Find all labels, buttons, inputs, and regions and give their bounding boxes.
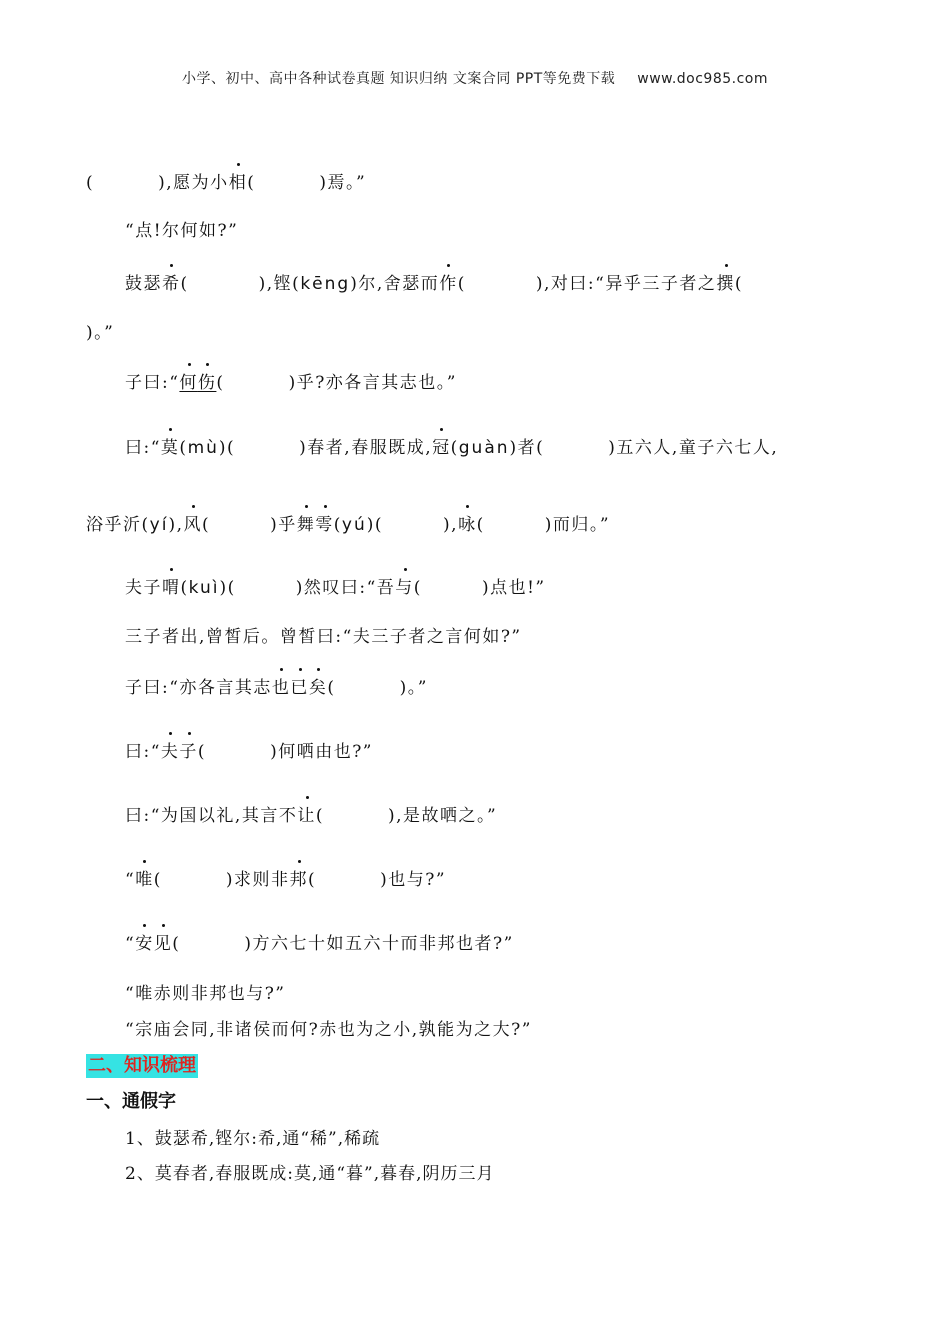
text-line bbox=[125, 625, 522, 649]
emphasized-char: 唯 bbox=[135, 870, 154, 890]
text-segment: )。” bbox=[399, 678, 428, 698]
list-item: 1、鼓瑟希,铿尔:希,通“稀”,稀疏 bbox=[125, 1129, 381, 1149]
pinyin: guàn bbox=[458, 438, 510, 458]
text-segment: ( bbox=[476, 515, 485, 535]
list-item: 2、莫春者,春服既成:莫,通“暮”,暮春,阴历三月 bbox=[125, 1164, 495, 1184]
text-line bbox=[125, 272, 743, 296]
pinyin: kuì bbox=[188, 578, 220, 598]
text-segment: 曰:“ bbox=[125, 742, 161, 762]
text-segment: ( bbox=[216, 373, 225, 393]
text-segment: )焉。” bbox=[319, 173, 367, 193]
emphasized-char: 让 bbox=[297, 806, 316, 826]
text-segment: )求则非 bbox=[225, 870, 290, 890]
text-segment: )也与?” bbox=[380, 870, 447, 890]
text-segment: ),对曰:“异乎三子者之 bbox=[535, 274, 717, 294]
emphasized-char: 伤 bbox=[197, 373, 217, 393]
text-segment: ),愿为小 bbox=[158, 173, 229, 193]
text-segment: 鼓瑟 bbox=[125, 274, 162, 294]
text-segment: ),铿( bbox=[258, 274, 301, 294]
emphasized-char: 邦 bbox=[289, 870, 308, 890]
text-segment: 曰:“为国以礼,其言不 bbox=[125, 806, 298, 826]
emphasized-char: 也 bbox=[271, 678, 291, 698]
text-segment: )而归。” bbox=[544, 515, 611, 535]
text-segment: ( bbox=[197, 742, 207, 762]
pinyin: yú bbox=[341, 515, 367, 535]
text-segment: “ bbox=[125, 870, 136, 890]
emphasized-char: 作 bbox=[439, 274, 458, 294]
text-segment: )何哂由也?” bbox=[270, 742, 373, 762]
text-segment: “宗庙会同,非诸侯而何?赤也为之小,孰能为之大?” bbox=[125, 1020, 532, 1040]
text-line bbox=[86, 321, 114, 345]
text-segment: )( bbox=[218, 438, 236, 458]
text-line bbox=[86, 513, 610, 537]
emphasized-char: 喟 bbox=[162, 578, 181, 598]
text-segment: )( bbox=[366, 515, 384, 535]
text-segment: “唯赤则非邦也与?” bbox=[125, 984, 286, 1004]
text-line bbox=[86, 171, 366, 195]
emphasized-char: 咏 bbox=[458, 515, 477, 535]
text-segment: 曰:“ bbox=[125, 438, 161, 458]
emphasized-char: 已 bbox=[290, 678, 309, 698]
page-header bbox=[0, 68, 950, 88]
emphasized-char: 冠 bbox=[432, 438, 451, 458]
text-line bbox=[125, 219, 238, 243]
text-line bbox=[125, 1018, 532, 1042]
text-segment: ( bbox=[315, 806, 324, 826]
emphasized-char: 夫 bbox=[160, 742, 180, 762]
emphasized-char: 矣 bbox=[308, 678, 328, 698]
text-segment: )( bbox=[219, 578, 236, 598]
text-segment: 三子者出,曾皙后。曾皙曰:“夫三子者之言何如?” bbox=[125, 627, 522, 647]
text-segment: ( bbox=[327, 678, 336, 698]
text-segment: ( bbox=[180, 274, 189, 294]
text-segment: ( bbox=[179, 438, 188, 458]
text-line bbox=[125, 868, 446, 892]
emphasized-char: 莫 bbox=[160, 438, 180, 458]
pinyin: mù bbox=[187, 438, 219, 458]
pinyin: kēng bbox=[300, 274, 351, 294]
section-heading: 二、知识梳理 bbox=[88, 1055, 196, 1076]
text-segment: ( bbox=[450, 438, 459, 458]
text-segment: ( bbox=[180, 578, 189, 598]
text-segment: ( bbox=[86, 173, 95, 193]
text-line bbox=[125, 576, 546, 600]
text-segment: )尔,舍瑟而 bbox=[350, 274, 440, 294]
text-segment: 浴乎沂( bbox=[86, 515, 150, 535]
text-segment: ( bbox=[457, 274, 466, 294]
text-segment: )者( bbox=[509, 438, 545, 458]
emphasized-char: 希 bbox=[162, 274, 181, 294]
text-segment: ( bbox=[247, 173, 256, 193]
text-segment: ( bbox=[153, 870, 162, 890]
text-segment: )春者,春服既成, bbox=[299, 438, 433, 458]
header-url: www.doc985.com bbox=[637, 71, 769, 87]
emphasized-char: 相 bbox=[228, 173, 248, 193]
text-line bbox=[125, 932, 514, 956]
text-segment: ( bbox=[734, 274, 743, 294]
text-segment: ( bbox=[333, 515, 342, 535]
emphasized-char: 雩 bbox=[315, 515, 334, 535]
text-segment: 子曰:“亦各言其志 bbox=[125, 678, 272, 698]
text-segment: ), bbox=[443, 515, 459, 535]
emphasized-char: 舞 bbox=[296, 515, 316, 535]
text-segment: 子曰:“ bbox=[125, 373, 180, 393]
text-line bbox=[125, 740, 373, 764]
text-segment: ( bbox=[172, 934, 181, 954]
emphasized-char: 撰 bbox=[716, 274, 735, 294]
subsection-heading: 一、通假字 bbox=[86, 1091, 176, 1112]
text-line bbox=[125, 371, 457, 395]
text-segment: 夫子 bbox=[125, 578, 162, 598]
emphasized-char: 见 bbox=[153, 934, 173, 954]
text-segment: )。” bbox=[86, 323, 115, 343]
text-segment: ),是故哂之。” bbox=[387, 806, 498, 826]
emphasized-char: 风 bbox=[183, 515, 202, 535]
text-segment: ( bbox=[201, 515, 211, 535]
text-segment: )点也!” bbox=[481, 578, 546, 598]
text-segment: )方六七十如五六十而非邦也者?” bbox=[244, 934, 514, 954]
text-line bbox=[125, 436, 778, 460]
text-segment: )然叹曰:“吾 bbox=[295, 578, 396, 598]
emphasized-char: 何 bbox=[179, 373, 198, 393]
text-segment: “点!尔何如?” bbox=[125, 221, 239, 241]
text-segment: )乎?亦各言其志也。” bbox=[288, 373, 457, 393]
emphasized-char: 安 bbox=[135, 934, 154, 954]
text-segment: )五六人,童子六七人, bbox=[608, 438, 779, 458]
emphasized-char: 与 bbox=[395, 578, 414, 598]
text-segment: ( bbox=[413, 578, 422, 598]
text-segment: “ bbox=[125, 934, 136, 954]
emphasized-char: 子 bbox=[179, 742, 198, 762]
text-line bbox=[125, 982, 286, 1006]
text-segment: ( bbox=[307, 870, 317, 890]
text-segment: )乎 bbox=[270, 515, 297, 535]
text-line bbox=[125, 804, 497, 828]
header-text: 小学、初中、高中各种试卷真题 知识归纳 文案合同 PPT等免费下载 bbox=[181, 71, 616, 87]
text-line bbox=[125, 676, 428, 700]
pinyin: yí bbox=[149, 515, 169, 535]
text-segment: ), bbox=[168, 515, 184, 535]
